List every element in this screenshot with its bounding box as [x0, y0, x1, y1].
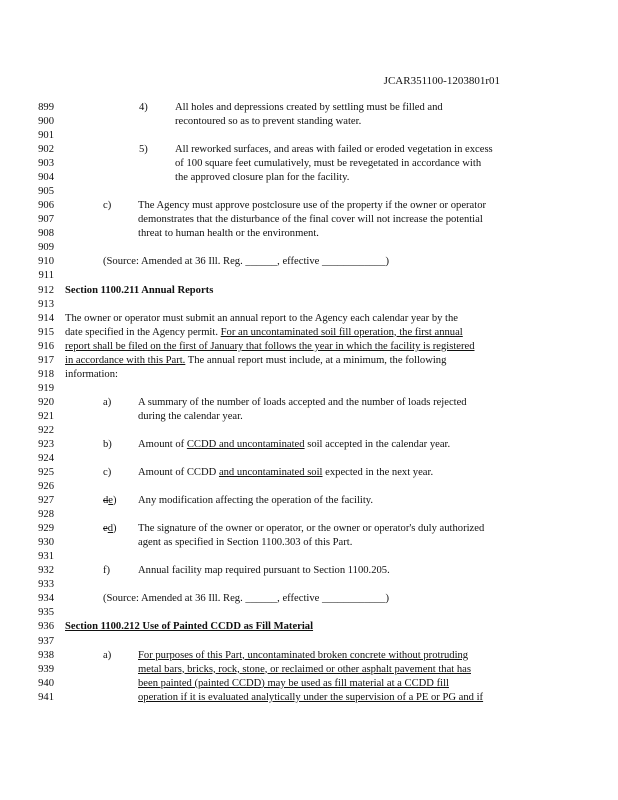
line-text [138, 649, 468, 662]
line-number: 918 [38, 368, 54, 380]
line-text [65, 340, 475, 353]
text-segment: the approved closure plan for the facility. [175, 172, 350, 184]
line-text [138, 494, 373, 507]
text-segment: (Source: Amended at 36 Ill. Reg. ______, effective ____________) [103, 593, 390, 605]
line-text [65, 284, 213, 297]
item-label: 4) [139, 102, 148, 113]
line-text [65, 326, 463, 339]
text-segment: recontoured so as to prevent standing water. [175, 116, 362, 128]
text-segment: threat to human health or the environment. [138, 228, 319, 240]
line-number: 931 [38, 551, 54, 563]
line-number: 900 [38, 116, 54, 128]
line-number: 902 [38, 144, 54, 156]
document-line [0, 452, 618, 465]
line-text [138, 466, 433, 479]
document-line [0, 606, 618, 619]
document-line [0, 227, 618, 240]
document-line [0, 578, 618, 591]
text-segment: in accordance with this Part. [65, 354, 186, 366]
document-line [0, 438, 618, 451]
text-segment: All reworked surfaces, and areas with failed or eroded vegetation in excess [175, 144, 493, 156]
text-segment: Any modification affecting the operation of the facility. [138, 495, 374, 507]
document-line [0, 326, 618, 339]
line-number: 929 [38, 523, 54, 535]
line-number: 934 [38, 593, 54, 605]
text-segment: For purposes of this Part, uncontaminated broken concrete without protruding [138, 649, 469, 661]
line-number: 932 [38, 565, 54, 577]
line-number: 906 [38, 200, 54, 212]
text-segment: Section 1100.212 Use of Painted CCDD as Fill Material [65, 621, 314, 633]
line-text [138, 199, 486, 212]
text-segment: report shall be filed on the first of January that follows the year in which the facility is registered [65, 340, 475, 352]
line-number: 921 [38, 410, 54, 422]
text-segment: Section 1100.211 Annual Reports [65, 284, 214, 296]
document-line [0, 564, 618, 577]
text-segment: date specified in the Agency permit. [65, 326, 221, 338]
text-segment: and uncontaminated soil [218, 467, 323, 479]
line-text [175, 143, 493, 156]
line-number: 940 [38, 677, 54, 689]
document-line [0, 185, 618, 198]
line-number: 903 [38, 158, 54, 170]
line-number: 926 [38, 481, 54, 493]
text-segment: demonstrates that the disturbance of the final cover will not increase the potential [138, 214, 483, 226]
document-line [0, 635, 618, 648]
line-number: 909 [38, 242, 54, 254]
line-number: 913 [38, 298, 54, 310]
document-line [0, 340, 618, 353]
document-line [0, 466, 618, 479]
line-text [65, 312, 458, 325]
item-label: 5) [139, 144, 148, 156]
text-segment: The owner or operator must submit an annual report to the Agency each calendar year by the [65, 312, 458, 324]
line-number: 939 [38, 663, 54, 675]
text-segment: All holes and depressions created by settling must be filled and [175, 102, 443, 113]
document-line [0, 494, 618, 507]
text-segment: information: [65, 368, 118, 380]
text-segment: A summary of the number of loads accepted and the number of loads rejected [138, 396, 467, 408]
line-text [138, 438, 450, 451]
line-number: 928 [38, 509, 54, 521]
text-segment: The annual report must include, at a minimum, the following [185, 354, 447, 366]
text-segment: CCDD and uncontaminated [186, 438, 305, 450]
item-label: f) [103, 565, 111, 577]
text-segment: soil accepted in the calendar year. [304, 438, 451, 450]
document-line [0, 410, 618, 423]
line-text [138, 691, 483, 704]
document-line [0, 298, 618, 311]
text-segment: Annual facility map required pursuant to Section 1100.205. [138, 565, 390, 577]
document-line [0, 691, 618, 704]
document-line [0, 368, 618, 381]
line-number: 908 [38, 228, 54, 240]
document-line [0, 241, 618, 254]
line-number: 930 [38, 537, 54, 549]
line-text [138, 227, 319, 240]
document-line [0, 480, 618, 493]
document-line [0, 213, 618, 226]
document-line [0, 171, 618, 184]
line-number: 922 [38, 424, 54, 436]
line-text [65, 620, 313, 633]
line-text [65, 354, 446, 367]
text-segment: of 100 square feet cumulatively, must be revegetated in accordance with [175, 158, 482, 170]
line-text [138, 396, 467, 409]
line-number: 904 [38, 172, 54, 184]
document-line [0, 382, 618, 395]
text-segment: (Source: Amended at 36 Ill. Reg. ______, effective ____________) [103, 256, 390, 268]
item-label: de) [103, 495, 117, 507]
document-line [0, 284, 618, 297]
line-text [175, 115, 361, 128]
line-number: 920 [38, 396, 54, 408]
document-line [0, 522, 618, 535]
document-line [0, 269, 618, 282]
line-number: 905 [38, 186, 54, 198]
line-text [138, 677, 449, 690]
line-text [65, 368, 118, 381]
item-label: c) [103, 467, 112, 479]
document-line [0, 157, 618, 170]
line-text [138, 564, 390, 577]
line-number: 941 [38, 691, 54, 703]
item-label: a) [103, 649, 112, 661]
line-text [138, 213, 483, 226]
document-line [0, 115, 618, 128]
line-number: 899 [38, 102, 54, 113]
document-line [0, 199, 618, 212]
document-line [0, 536, 618, 549]
document-line [0, 508, 618, 521]
text-segment: been painted (painted CCDD) may be used as fill material at a CCDD fill [138, 677, 449, 689]
document-line [0, 649, 618, 662]
text-segment: Amount of CCDD [138, 467, 219, 479]
line-number: 912 [38, 284, 54, 296]
document-line [0, 592, 618, 605]
text-segment: agent as specified in Section 1100.303 of this Part. [138, 537, 353, 549]
document-line [0, 620, 618, 633]
line-number: 901 [38, 130, 54, 142]
document-line [0, 663, 618, 676]
line-number: 911 [38, 270, 54, 282]
text-segment: The Agency must approve postclosure use of the property if the owner or operator [138, 200, 487, 212]
line-number: 936 [38, 621, 54, 633]
line-text [138, 410, 243, 423]
line-text [175, 157, 481, 170]
document-line [0, 312, 618, 325]
line-number: 919 [38, 382, 54, 394]
line-text [103, 255, 389, 268]
line-number: 924 [38, 453, 54, 464]
line-text [138, 663, 471, 676]
document-line [0, 143, 618, 156]
text-segment: expected in the next year. [322, 467, 434, 479]
document-line [0, 101, 618, 114]
document-line [0, 354, 618, 367]
line-number: 937 [38, 635, 54, 647]
line-number: 938 [38, 649, 54, 661]
line-number: 923 [38, 438, 54, 450]
line-number: 933 [38, 579, 54, 591]
line-text [138, 536, 352, 549]
item-label: c) [103, 200, 112, 212]
line-number: 927 [38, 495, 54, 507]
item-label: a) [103, 396, 112, 408]
line-text [103, 592, 389, 605]
line-number: 935 [38, 607, 54, 619]
line-number: 907 [38, 214, 54, 226]
document-line [0, 396, 618, 409]
line-number: 917 [38, 354, 54, 366]
text-segment: The signature of the owner or operator, or the owner or operator's duly authorized [138, 523, 485, 535]
line-text [138, 522, 484, 535]
document-line [0, 129, 618, 142]
item-label: ed) [103, 523, 117, 535]
document-line [0, 424, 618, 437]
text-segment: operation if it is evaluated analytically under the supervision of a PE or PG and if [138, 691, 484, 703]
document-id: JCAR351100-1203801r01 [383, 75, 500, 87]
line-number: 916 [38, 340, 54, 352]
item-label: b) [103, 438, 112, 450]
document-line [0, 677, 618, 690]
line-number: 925 [38, 467, 54, 479]
document-line [0, 255, 618, 268]
line-text [175, 101, 443, 114]
document-line [0, 550, 618, 563]
text-segment: For an uncontaminated soil fill operation, the first annual [220, 326, 463, 338]
line-text [175, 171, 349, 184]
line-number: 910 [38, 256, 54, 268]
text-segment: metal bars, bricks, rock, stone, or reclaimed or other asphalt pavement that has [138, 663, 471, 675]
line-number: 915 [38, 326, 54, 338]
text-segment: during the calendar year. [138, 410, 243, 422]
text-segment: Amount of [138, 438, 187, 450]
line-number: 914 [38, 312, 54, 324]
